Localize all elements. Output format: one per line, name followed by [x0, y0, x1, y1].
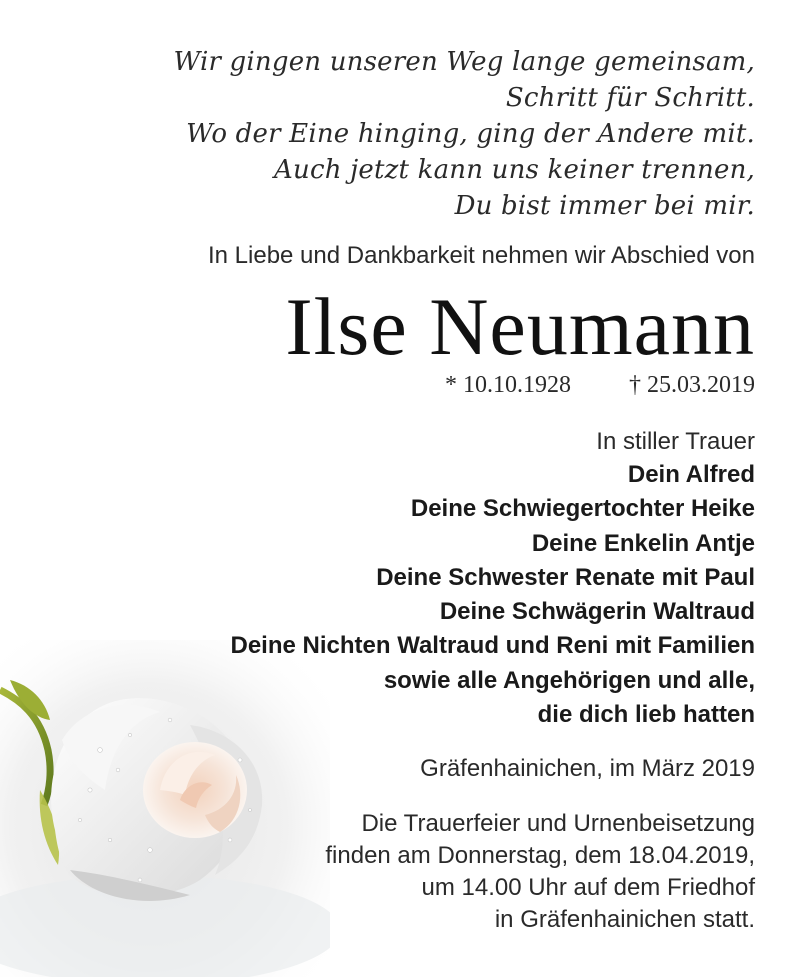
mourners-list	[231, 458, 756, 732]
ceremony-line: Die Trauerfeier und Urnenbeisetzung	[361, 810, 755, 837]
mourner: Deine Enkelin Antje	[531, 529, 755, 557]
poem-line: Auch jetzt kann uns keiner trennen,	[274, 155, 755, 185]
poem-line: Schritt für Schritt.	[505, 83, 755, 113]
poem-line: Wir gingen unseren Weg lange gemeinsam,	[173, 47, 755, 77]
mourner: Deine Schwiegertochter Heike	[410, 495, 755, 523]
intro-text: In Liebe und Dankbarkeit nehmen wir Abschied von	[207, 242, 755, 269]
life-dates	[445, 372, 755, 399]
mourner: sowie alle Angehörigen und alle,	[383, 666, 755, 694]
poem-line: Du bist immer bei mir.	[454, 191, 755, 221]
poem-line: Wo der Eine hinging, ging der Andere mit.	[186, 119, 755, 149]
ceremony-line: um 14.00 Uhr auf dem Friedhof	[421, 874, 755, 901]
ceremony-info	[325, 808, 755, 936]
mourner: Deine Schwester Renate mit Paul	[376, 563, 755, 591]
deceased-name: Ilse Neumann	[285, 281, 755, 372]
mourner: Dein Alfred	[627, 461, 755, 488]
mourner: Deine Schwägerin Waltraud	[439, 598, 755, 626]
mourning-heading: In stiller Trauer	[596, 428, 755, 455]
ceremony-line: finden am Donnerstag, dem 18.04.2019,	[325, 842, 755, 869]
mourner: Deine Nichten Waltraud und Reni mit Familien	[230, 632, 755, 660]
mourner: die dich lieb hatten	[537, 701, 755, 729]
death-date: † 25.03.2019	[629, 372, 755, 398]
ceremony-line: in Gräfenhainichen statt.	[494, 906, 755, 933]
poem	[173, 44, 755, 224]
place-date: Gräfenhainichen, im März 2019	[420, 755, 755, 782]
birth-date: * 10.10.1928	[445, 372, 571, 398]
